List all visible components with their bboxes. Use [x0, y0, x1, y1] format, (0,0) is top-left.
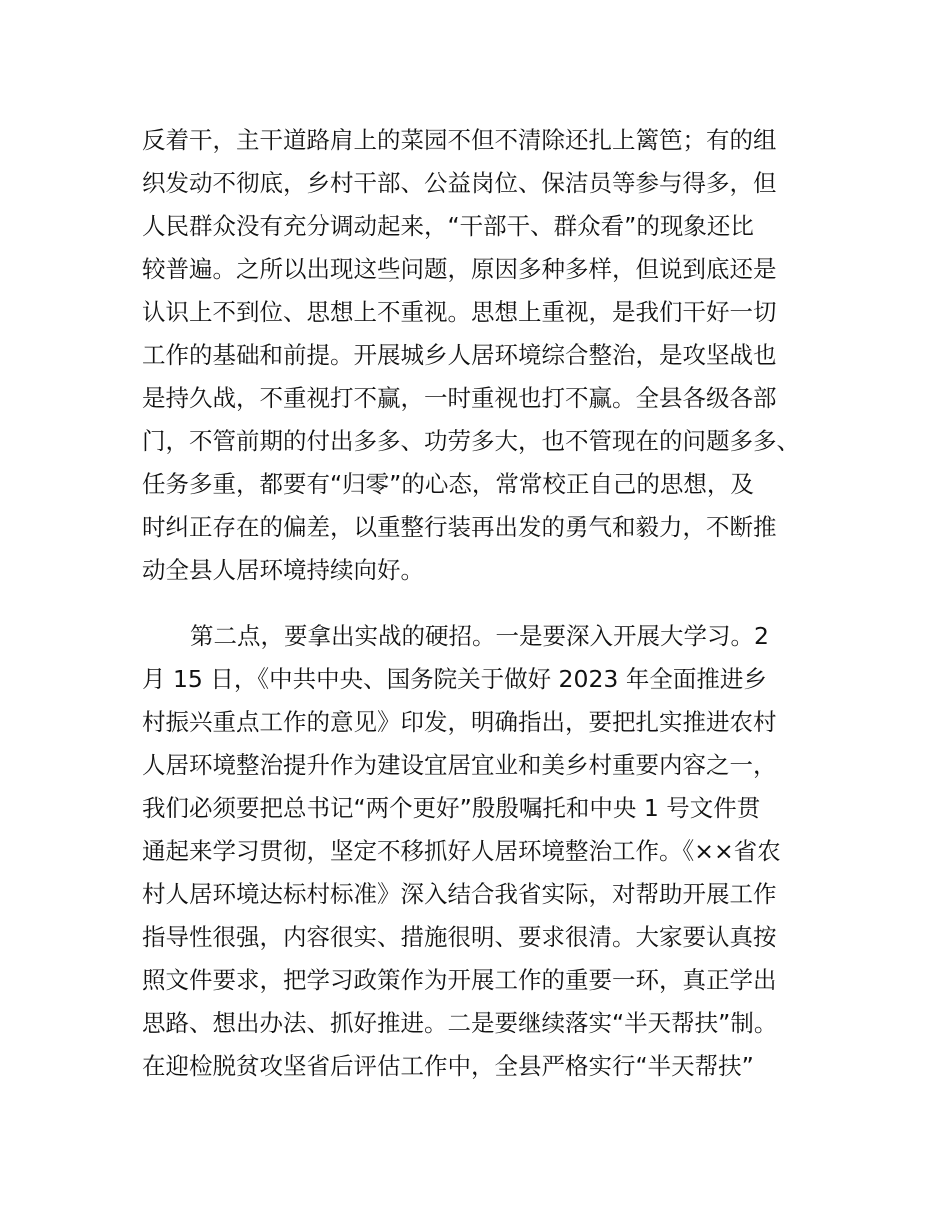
paragraph-1-line: 织发动不彻底，乡村干部、公益岗位、保洁员等参与得多，但: [142, 169, 777, 197]
paragraph-2-line: 通起来学习贯彻，坚定不移抓好人居环境整治工作。《××省农: [142, 837, 781, 865]
paragraph-2-line: 指导性很强，内容很实、措施很明、要求很清。大家要认真按: [142, 923, 777, 951]
paragraph-1-line: 门，不管前期的付出多多、功劳多大，也不管现在的问题多多、: [142, 427, 800, 455]
paragraph-2-line: 思路、想出办法、抓好推进。二是要继续落实“半天帮扶”制。: [142, 1009, 778, 1037]
paragraph-1-line: 认识上不到位、思想上不重视。思想上重视，是我们干好一切: [142, 298, 777, 326]
paragraph-1-line: 工作的基础和前提。开展城乡人居环境综合整治，是攻坚战也: [142, 341, 777, 369]
paragraph-2-line: 村振兴重点工作的意见》印发，明确指出，要把扎实推进农村: [142, 708, 777, 736]
paragraph-2-line: 第二点，要拿出实战的硬招。一是要深入开展大学习。2: [190, 622, 769, 650]
paragraph-2-line: 月 15 日，《中共中央、国务院关于做好 2023 年全面推进乡: [142, 665, 767, 693]
paragraph-2-line: 人居环境整治提升作为建设宜居宜业和美乡村重要内容之一，: [142, 751, 777, 779]
paragraph-2-line: 照文件要求，把学习政策作为开展工作的重要一环，真正学出: [142, 966, 777, 994]
paragraph-1-line: 任务多重，都要有“归零”的心态，常常校正自己的思想，及: [142, 470, 754, 498]
paragraph-1-line: 较普遍。之所以出现这些问题，原因多种多样，但说到底还是: [142, 255, 777, 283]
paragraph-1-line: 是持久战，不重视打不赢，一时重视也打不赢。全县各级各部: [142, 384, 777, 412]
paragraph-1-line: 动全县人居环境持续向好。: [142, 556, 424, 584]
paragraph-2-line: 村人居环境达标村标准》深入结合我省实际，对帮助开展工作: [142, 880, 777, 908]
paragraph-1-line: 人民群众没有充分调动起来，“干部干、群众看”的现象还比: [142, 212, 754, 240]
paragraph-1-line: 反着干，主干道路肩上的菜园不但不清除还扎上篱笆；有的组: [142, 126, 777, 154]
paragraph-2-line: 我们必须要把总书记“两个更好”殷殷嘱托和中央 1 号文件贯: [142, 794, 761, 822]
paragraph-1-line: 时纠正存在的偏差，以重整行装再出发的勇气和毅力，不断推: [142, 513, 777, 541]
paragraph-2-line: 在迎检脱贫攻坚省后评估工作中，全县严格实行“半天帮扶”: [142, 1052, 754, 1080]
